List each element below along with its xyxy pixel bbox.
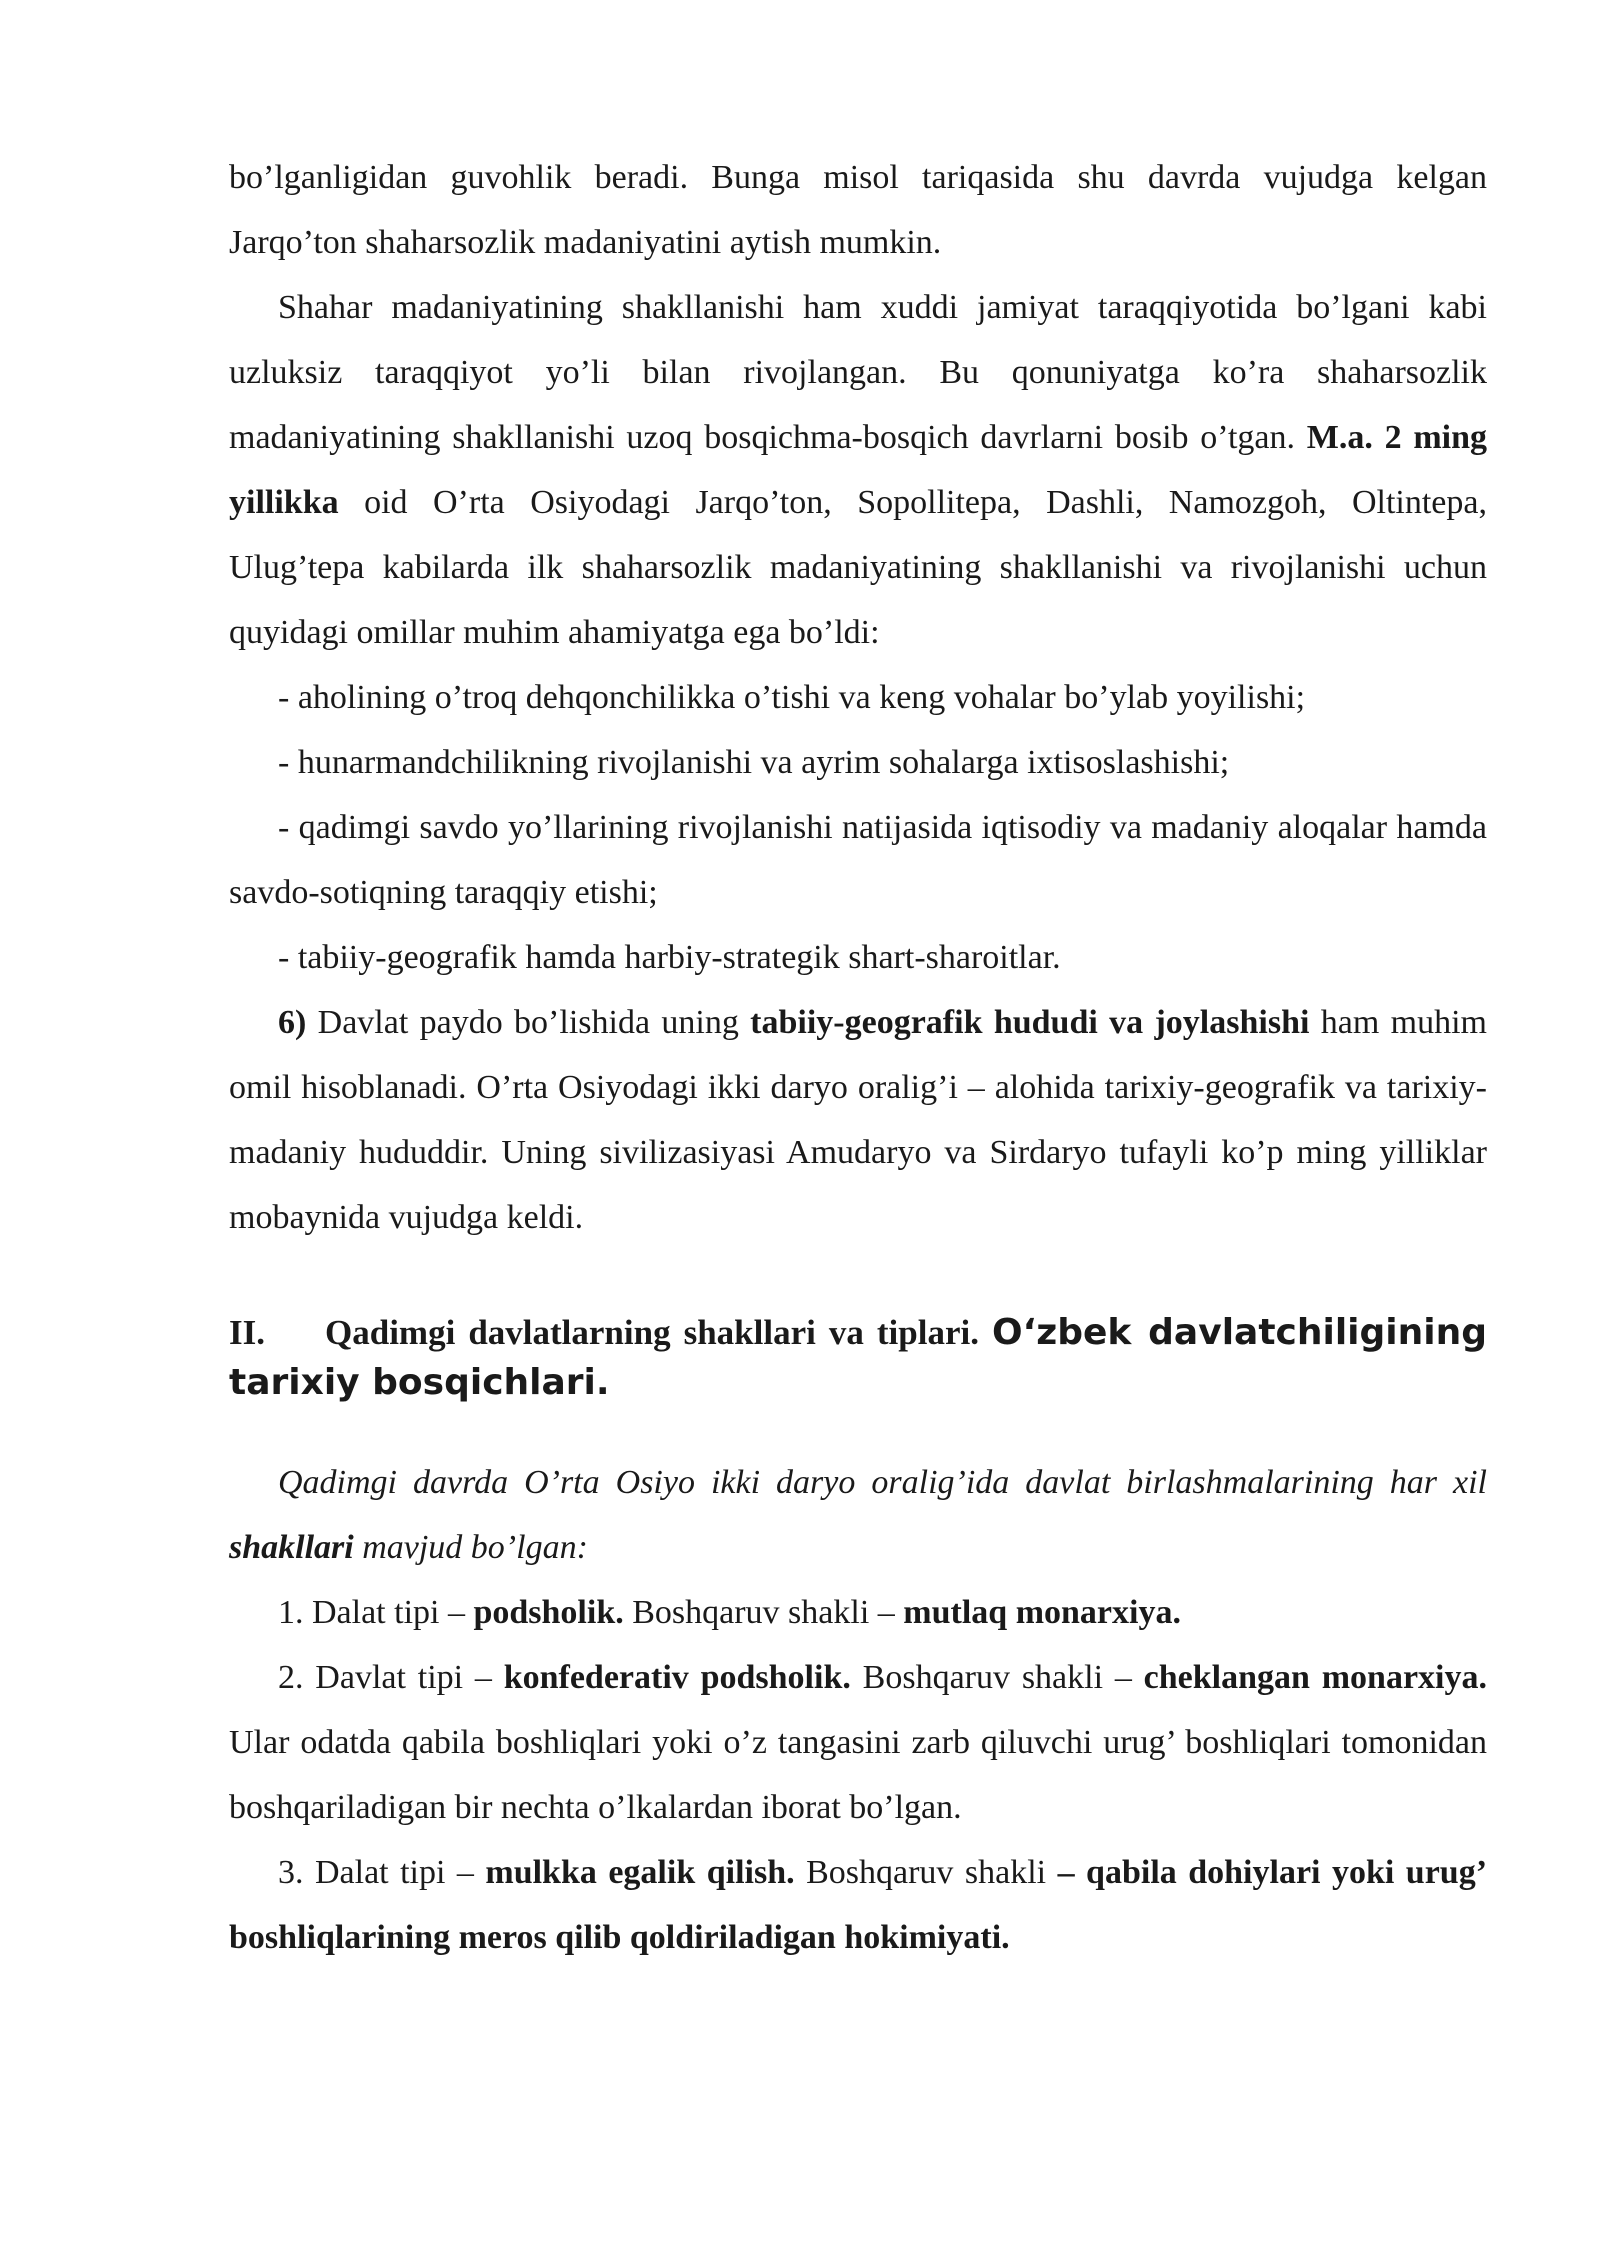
spacer <box>229 1250 1487 1308</box>
numbered-item: 2. Davlat tipi – konfederativ podsholik. Boshqaruv shakli – cheklangan monarxiya. Ular odatda qabila boshliqlari yoki o’z tangasini zarb qiluvchi urug’ boshliqlari tomonidan boshqariladigan bir nechta o’lkalardan iborat bo’lgan. <box>229 1659 1487 1826</box>
section-heading: II. Qadimgi davlatlarning shakllari va tiplari. O‘zbek davlatchiligining tarixiy bosqichlari. <box>229 1312 1487 1403</box>
list-item: - aholining o’troq dehqonchilikka o’tishi va keng vohalar bo’ylab yoyilishi; <box>278 679 1306 716</box>
paragraph: Shahar madaniyatining shakllanishi ham xuddi jamiyat taraqqiyotida bo’lgani kabi uzluksiz taraqqiyot yo’li bilan rivojlangan. Bu qonuniyatga ko’ra shaharsozlik madaniyatining shakllanishi uzoq bosqichma-bosqich davrlarni bosib o’tgan. M.a. 2 ming yillikka oid O’rta Osiyodagi Jarqo’ton, Sopollitepa, Dashli, Namozgoh, Oltintepa, Ulug’tepa kabilarda ilk shaharsozlik madaniyatining shakllanishi va rivojlanishi uchun quyidagi omillar muhim ahamiyatga ega bo’ldi: <box>229 289 1487 651</box>
numbered-item: 1. Dalat tipi – podsholik. Boshqaruv shakli – mutlaq monarxiya. <box>278 1594 1181 1631</box>
list-item: - hunarmandchilikning rivojlanishi va ayrim sohalarga ixtisoslashishi; <box>278 744 1230 781</box>
intro-paragraph: Qadimgi davrda O’rta Osiyo ikki daryo oralig’ida davlat birlashmalarining har xil shakllari mavjud bo’lgan: <box>229 1464 1487 1566</box>
list-item: - tabiiy-geografik hamda harbiy-strategik shart-sharoitlar. <box>278 939 1061 976</box>
paragraph: 6) Davlat paydo bo’lishida uning tabiiy-geografik hududi va joylashishi ham muhim omil hisoblanadi. O’rta Osiyodagi ikki daryo oralig’i – alohida tarixiy-geografik va tarixiy-madaniy hududdir. Uning sivilizasiyasi Amudaryo va Sirdaryo tufayli ko’p ming yilliklar mobaynida vujudga keldi. <box>229 1004 1487 1236</box>
numbered-item: 3. Dalat tipi – mulkka egalik qilish. Boshqaruv shakli – qabila dohiylari yoki urug’ boshliqlarining meros qilib qoldiriladigan hokimiyati. <box>229 1854 1488 1956</box>
spacer <box>229 1408 1487 1450</box>
list-item: - qadimgi savdo yo’llarining rivojlanishi natijasida iqtisodiy va madaniy aloqalar hamda savdo-sotiqning taraqqiy etishi; <box>229 809 1487 911</box>
paragraph: bo’lganligidan guvohlik beradi. Bunga misol tariqasida shu davrda vujudga kelgan Jarqo’ton shaharsozlik madaniyatini aytish mumkin. <box>229 159 1487 261</box>
document-body <box>229 145 1487 1970</box>
